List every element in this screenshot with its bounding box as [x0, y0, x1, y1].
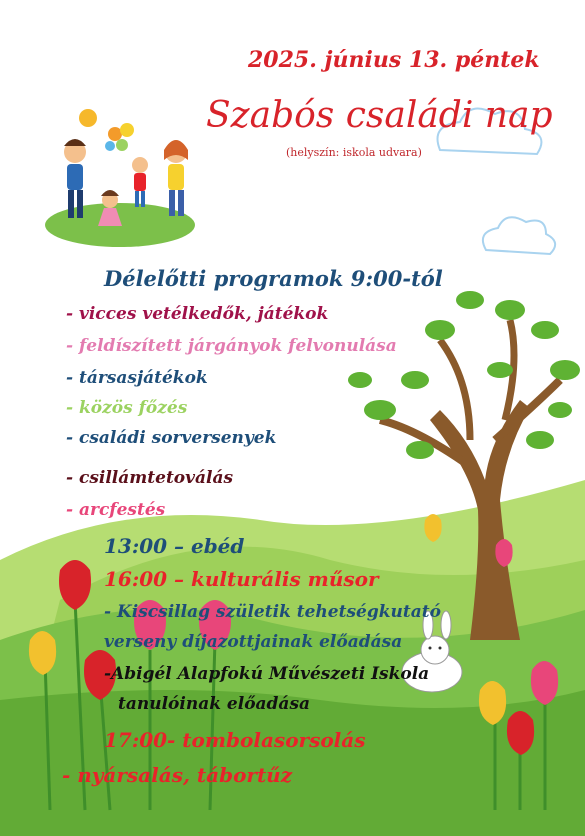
program-item: - társasjátékok	[66, 368, 208, 388]
morning-heading: Délelőtti programok 9:00-tól	[104, 266, 443, 291]
schedule-raffle: 17:00- tombolasorsolás	[104, 728, 366, 752]
program-item: - közös főzés	[66, 398, 188, 418]
schedule-sub-item: verseny díjazottjainak előadása	[104, 632, 403, 652]
schedule-evening: - nyársalás, tábortűz	[62, 763, 293, 787]
program-item: - csillámtetoválás	[66, 468, 234, 488]
family-clipart	[45, 109, 195, 247]
event-venue: (helyszín: iskola udvara)	[286, 146, 422, 159]
sun-icon	[79, 109, 97, 127]
schedule-cultural: 16:00 – kulturális műsor	[104, 567, 379, 591]
event-title: Szabós családi nap	[206, 95, 553, 136]
schedule-sub-item: - Kiscsillag születik tehetségkutató	[104, 602, 441, 622]
program-item: - családi sorversenyek	[66, 428, 277, 448]
schedule-sub-item: tanulóinak előadása	[118, 694, 311, 714]
program-item: - vicces vetélkedők, játékok	[66, 304, 329, 324]
program-item: - arcfestés	[66, 500, 166, 520]
schedule-sub-item: -Abigél Alapfokú Művészeti Iskola	[104, 664, 430, 684]
event-date: 2025. június 13. péntek	[248, 47, 540, 73]
program-item: - feldíszített járgányok felvonulása	[66, 336, 397, 356]
balloons-icon	[105, 123, 134, 151]
schedule-lunch: 13:00 – ebéd	[104, 534, 245, 558]
